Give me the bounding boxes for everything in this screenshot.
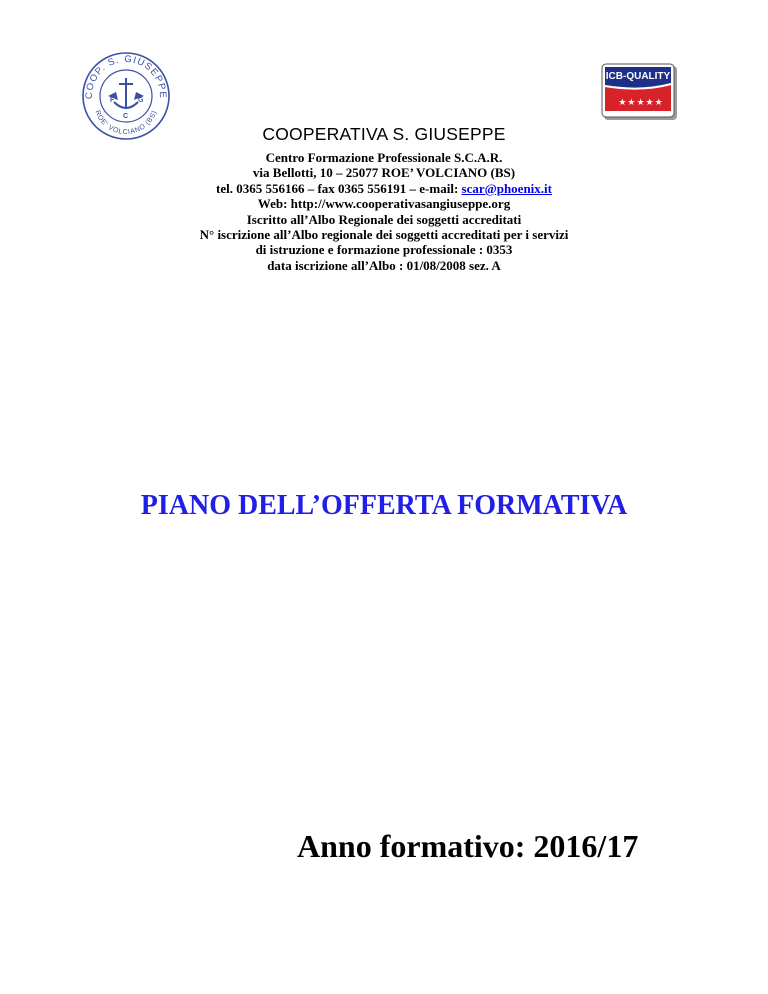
info-line-web: Web: http://www.cooperativasangiuseppe.org — [257, 196, 511, 212]
info-line-contacts — [0, 181, 768, 196]
svg-text:ROE' VOLCIANO (BS): ROE' VOLCIANO (BS) — [93, 109, 159, 137]
svg-text:COOP. S. GIUSEPPE: COOP. S. GIUSEPPE — [83, 53, 169, 100]
contacts-text: tel. 0365 556166 – fax 0365 556191 – e-mail: — [216, 180, 462, 196]
document-title: PIANO DELL’OFFERTA FORMATIVA — [140, 490, 628, 521]
svg-text:C: C — [123, 113, 129, 120]
info-line-data-iscrizione: data iscrizione all’Albo : 01/08/2008 sez. A — [267, 257, 501, 273]
icb-quality-badge-logo — [601, 63, 679, 121]
info-line-centro: Centro Formazione Professionale S.C.A.R. — [265, 150, 503, 165]
svg-text:G: G — [138, 97, 144, 104]
info-line-albo: Iscritto all’Albo Regionale dei soggetti accreditati — [246, 211, 522, 227]
svg-text:★★★★★: ★★★★★ — [618, 98, 664, 108]
info-line-iscrizione: N° iscrizione all’Albo regionale dei soggetti accreditati per i servizi — [199, 227, 569, 243]
organization-name: COOPERATIVA S. GIUSEPPE — [262, 124, 506, 144]
svg-text:F: F — [110, 97, 115, 104]
info-line-address: via Bellotti, 10 – 25077 ROE’ VOLCIANO (BS) — [252, 165, 516, 181]
email-link[interactable]: scar@phoenix.it — [461, 180, 552, 196]
info-line-istruzione: di istruzione e formazione professionale : 0353 — [255, 242, 513, 258]
academic-year: Anno formativo: 2016/17 — [297, 828, 639, 864]
badge-logo-graphic — [601, 63, 679, 121]
svg-text:ICB-QUALITY: ICB-QUALITY — [605, 71, 671, 82]
organization-info-block — [0, 150, 768, 273]
